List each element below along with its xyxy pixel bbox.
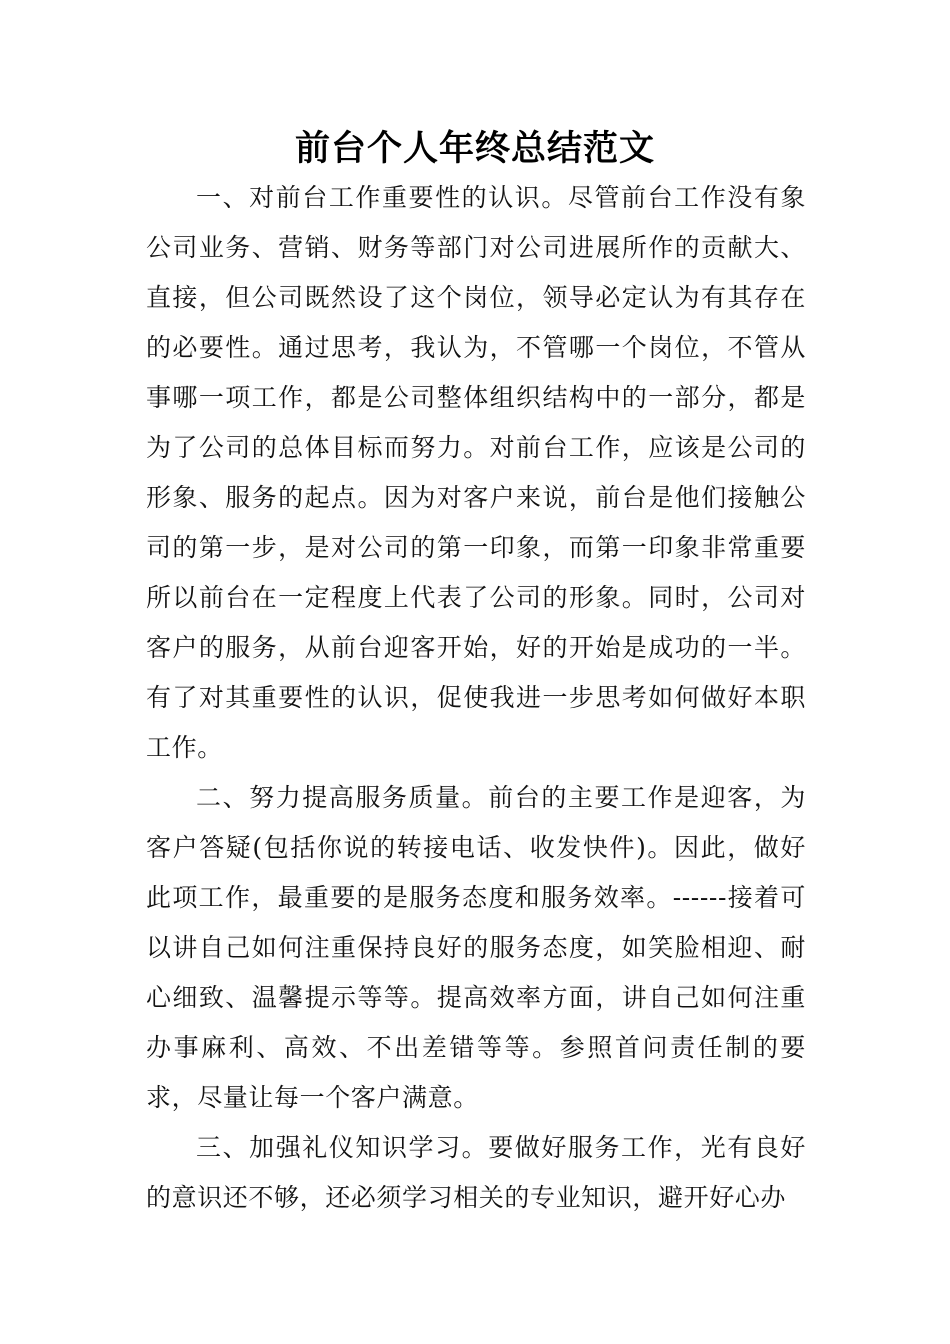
document-title: 前台个人年终总结范文 <box>294 129 655 169</box>
paragraph-2: 二、努力提高服务质量。前台的主要工作是迎客，为客户答疑(包括你说的转接电话、收发快件)。因此，做好此项工作，最重要的是服务态度和服务效率。------接着可以讲自己如何注重保持良好的服务态度，如笑脸相迎、耐心细致、温馨提示等等。提高效率方面，讲自己如何注重办事麻利、高效、不出差错等等。参照首问责任制的要求，尽量让每一个客户满意。 <box>146 783 806 1112</box>
paragraph-1: 一、对前台工作重要性的认识。尽管前台工作没有象公司业务、营销、财务等部门对公司进展所作的贡献大、直接，但公司既然设了这个岗位，领导必定认为有其存在的必要性。通过思考，我认为，不管哪一个岗位，不管从事哪一项工作，都是公司整体组织结构中的一部分，都是为了公司的总体目标而努力。对前台工作，应该是公司的形象、服务的起点。因为对客户来说，前台是他们接触公司的第一步，是对公司的第一印象，而第一印象非常重要所以前台在一定程度上代表了公司的形象。同时，公司对客户的服务，从前台迎客开始，好的开始是成功的一半。有了对其重要性的认识，促使我进一步思考如何做好本职工作。 <box>146 183 806 762</box>
document-body <box>146 173 806 1223</box>
paragraph-3: 三、加强礼仪知识学习。要做好服务工作，光有良好的意识还不够，还必须学习相关的专业知识，避开好心办 <box>146 1133 806 1212</box>
